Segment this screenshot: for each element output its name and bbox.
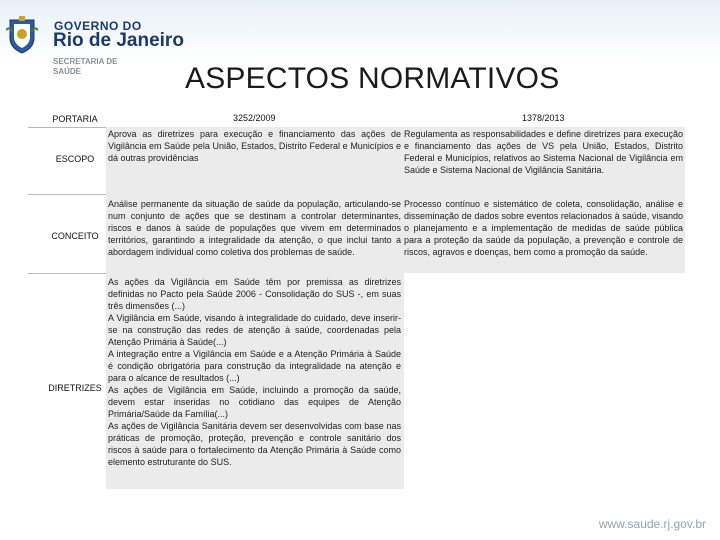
header-government-label: GOVERNO DO <box>54 19 142 33</box>
row-label-diretrizes: DIRETRIZES <box>48 383 102 393</box>
escopo-3252-text: Aprova as diretrizes para execução e financiamento das ações de Vigilância em Saúde pela União, Estados, Distrito Federal e Municípios e dá outras providências <box>108 129 401 163</box>
conceito-3252-text: Análise permanente da situação de saúde da população, articulando-se num conjunto de ações que se destinam a controlar determinantes, riscos e danos à saúde de populações que vivem em determinados territórios, garantindo a integralidade da atenção, o que inclui tanto a abordagem individual como coletiva dos problemas de saúde. <box>108 199 401 257</box>
header-secretariat-label: SECRETARIA DE <box>53 57 118 66</box>
diretriz-paragraph: A Vigilância em Saúde, visando à integralidade do cuidado, deve inserir-se na construção das redes de atenção à saúde, coordenadas pela Atenção Primária à Saúde(...) <box>108 313 401 347</box>
state-coat-of-arms-icon <box>6 14 38 54</box>
row-label-portaria: PORTARIA <box>52 114 98 124</box>
column-header-1378: 1378/2013 <box>522 113 565 123</box>
conceito-1378-text: Processo contínuo e sistemático de coleta, consolidação, análise e disseminação de dados sobre eventos relacionados à saúde, visando o planejamento e a implementação de medidas de saúde pública para a proteção da saúde da população, a prevenção e controle de riscos, agravos e doenças, bem como a promoção da saúde. <box>404 199 683 257</box>
footer-website-url: www.saude.rj.gov.br <box>598 517 706 531</box>
diretriz-paragraph: As ações de Vigilância em Saúde, incluindo a promoção da saúde, devem estar inseridas no cotidiano das equipes de Atenção Primária/Saúde da Família(...) <box>108 385 401 419</box>
header-state-name: Rio de Janeiro <box>53 30 184 51</box>
header-secretariat-name: SAÚDE <box>53 67 82 76</box>
page-title: ASPECTOS NORMATIVOS <box>185 62 560 95</box>
diretrizes-3252-text <box>108 276 401 468</box>
diretriz-paragraph: A integração entre a Vigilância em Saúde e a Atenção Primária à Saúde é condição obrigatória para construção da integralidade na atenção e para o alcance de resultados (...) <box>108 349 401 383</box>
column-header-3252: 3252/2009 <box>233 113 276 123</box>
diretriz-paragraph: As ações de Vigilância Sanitária devem ser desenvolvidas com base nas práticas de promoção, proteção, prevenção e controle sanitário dos riscos à saúde para o fortalecimento da Atenção Primária à Saúde como elemento estruturante do SUS. <box>108 421 401 467</box>
escopo-1378-text: Regulamenta as responsabilidades e define diretrizes para execução e financiamento das ações de VS pela União, Estados, Distrito Federal e Municípios, relativos ao Sistema Nacional de Vigilância em Saúde e Sistema Nacional de Vigilância Sanitária. <box>404 129 683 175</box>
row-label-escopo: ESCOPO <box>55 154 95 164</box>
row-label-conceito: CONCEITO <box>51 231 99 241</box>
diretriz-paragraph: As ações da Vigilância em Saúde têm por premissa as diretrizes definidas no Pacto pela Saúde 2006 - Consolidação do SUS -, em suas três dimensões (...) <box>108 277 401 311</box>
